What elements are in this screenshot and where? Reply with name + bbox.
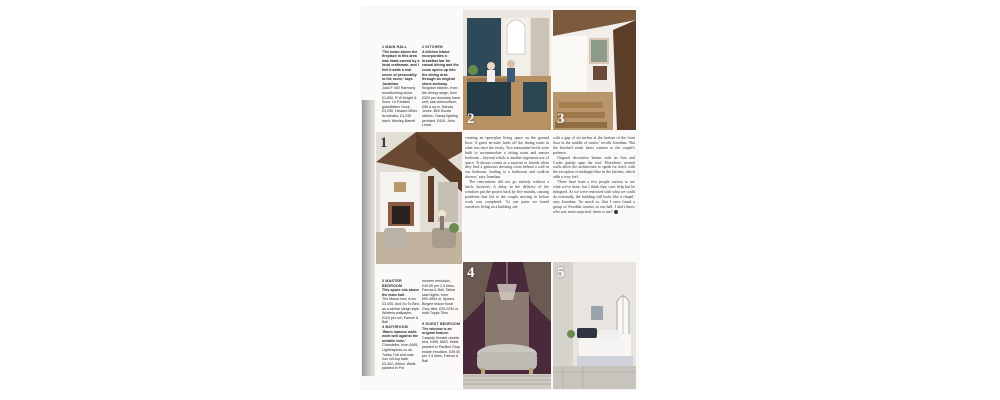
photo-number: 2 bbox=[467, 111, 475, 127]
caption-lead: 'Warm maroon walls work well against the metallic tone,' bbox=[382, 329, 419, 343]
caption-kitchen bbox=[422, 45, 461, 128]
photo-number: 4 bbox=[467, 265, 475, 281]
body-text-column-a bbox=[465, 136, 549, 210]
kitchen-illustration bbox=[463, 10, 551, 130]
caption-body: Cassidy Horster double bed, £495, M&S. Walls painted in Pavilion Gray estate emulsion, £49.50 per 2.5 litres, Farrow & Ball bbox=[422, 335, 461, 363]
article-end-mark bbox=[614, 210, 618, 214]
caption-body: Jotul F 400 Harmony woodburning stove, £1,850, R W Knight & Sons. Le Parisien grandfather clock, £3,250, Howard Miller. Armchairs, £1,245 each, Wesley-Barrell bbox=[382, 86, 418, 123]
photo-number: 3 bbox=[557, 111, 565, 127]
caption-lead: A kitchen island incorporates a breakfast bar for casual dining and the room opens up into the dining area through an original stone archway. bbox=[422, 49, 459, 86]
caption-lead: 'The beam above the fireplace in this area was hand-carved by a local craftsman, and I feel it adds a real sense of personality to the room,' says Jonathan. bbox=[382, 49, 420, 86]
caption-lead: This space sits above the main hall. bbox=[382, 288, 420, 297]
caption-body: modern emulsion, £49.50 per 2.5 litres, Farrow & Ball. Talisa sash lights, from £90.4594 m. Spears Bingee indoor floral Grey tiles, £93.2294 m. both Topps Tiles bbox=[422, 279, 460, 316]
body-paragraph: with a gap of six inches at the bottom of the front door in the middle of winter,' recalls Jonathan. 'But the finished result bears witness to the couple's patience. bbox=[553, 136, 635, 155]
magazine-page bbox=[362, 7, 638, 389]
body-paragraph bbox=[553, 180, 635, 214]
caption-lead: The window is an original feature. bbox=[422, 326, 452, 336]
body-paragraph: The renovations did not go entirely without a hitch, however. A delay in the delivery of the windows put the project back by five months, causing problems that led to the couple moving in before work was completed. 'At one point we found ourselves living on a building site bbox=[465, 180, 549, 209]
caption-main-hall bbox=[382, 45, 420, 123]
staircase-illustration bbox=[553, 10, 636, 130]
photo-bathroom bbox=[463, 262, 551, 389]
caption-body: Chandelier, from £465, Lightinspires.co.uk. Tubby Tub and cast-iron roll-top bath, £3,402, Albion. Walls painted in Pot bbox=[382, 343, 419, 371]
photo-number: 1 bbox=[380, 135, 388, 151]
caption-heading: 5 GUEST BEDROOM bbox=[422, 322, 461, 326]
caption-heading: 2 KITCHEN bbox=[422, 45, 443, 49]
body-text-column-b bbox=[553, 136, 635, 215]
photo-guest-bedroom bbox=[553, 262, 636, 389]
caption-bathroom bbox=[382, 325, 420, 371]
caption-guest-bedroom bbox=[422, 322, 461, 363]
page-binding-edge bbox=[362, 100, 375, 376]
photo-number: 5 bbox=[557, 265, 565, 281]
caption-master-bedroom bbox=[382, 279, 420, 325]
caption-body: The Manor bed, from £3,405, And So To Bed, as a similar sleigh style. Wisteria wallpaper, £115 per roll, Farrow & Ball bbox=[382, 297, 420, 325]
body-paragraph: Original decorative beams with an Arts and Crafts quality span the roof. Elsewhere, neutral walls allow the architecture to speak for itself, with the exception of midnight blue in the kitchen, which adds a cosy feel. bbox=[553, 155, 635, 180]
body-paragraph: creating an open-plan living space on the ground floor. A guest en-suite leads off the dining room in what was once the vestry. Two mezzanine levels were built to accommodate a sitting room and master bedroom – beyond which is another ingenious use of space. 'It always comes as a surprise to friends when they find a generous dressing room behind a wall in our bedroom, leading to a bathroom and walk-in shower,' says Jonathan. bbox=[465, 136, 549, 180]
caption-body: Kingston kitchen, from the dining range, from £320 per doorstep base unit; oak worksurface, £95 a sq m. Harvey Jones. Bell Goods kitchen, Dassy lighting pendant, £449, John Lewis bbox=[422, 86, 460, 128]
guest-bedroom-illustration bbox=[553, 262, 636, 389]
caption-heading: 1 MAIN HALL bbox=[382, 45, 407, 49]
photo-kitchen bbox=[463, 10, 551, 130]
closing-quote-text: 'There have been a few people curious to see what we've done, but I think they can't help but be intrigued. As we were restricted with what we could do externally, the building still looks like a chapel,' says Jonathan. 'So much so, that I once found a group of Swedish tourists in our hall. I don't know who was more surprised, them or me!' bbox=[553, 180, 635, 214]
caption-heading: 4 BATHROOM bbox=[382, 325, 408, 329]
bathroom-illustration bbox=[463, 262, 551, 389]
main-hall-illustration bbox=[376, 132, 462, 264]
caption-master-bedroom-continued bbox=[422, 279, 461, 316]
caption-heading: 3 MASTER BEDROOM bbox=[382, 279, 403, 288]
photo-main-hall bbox=[376, 132, 462, 264]
photo-staircase bbox=[553, 10, 636, 130]
